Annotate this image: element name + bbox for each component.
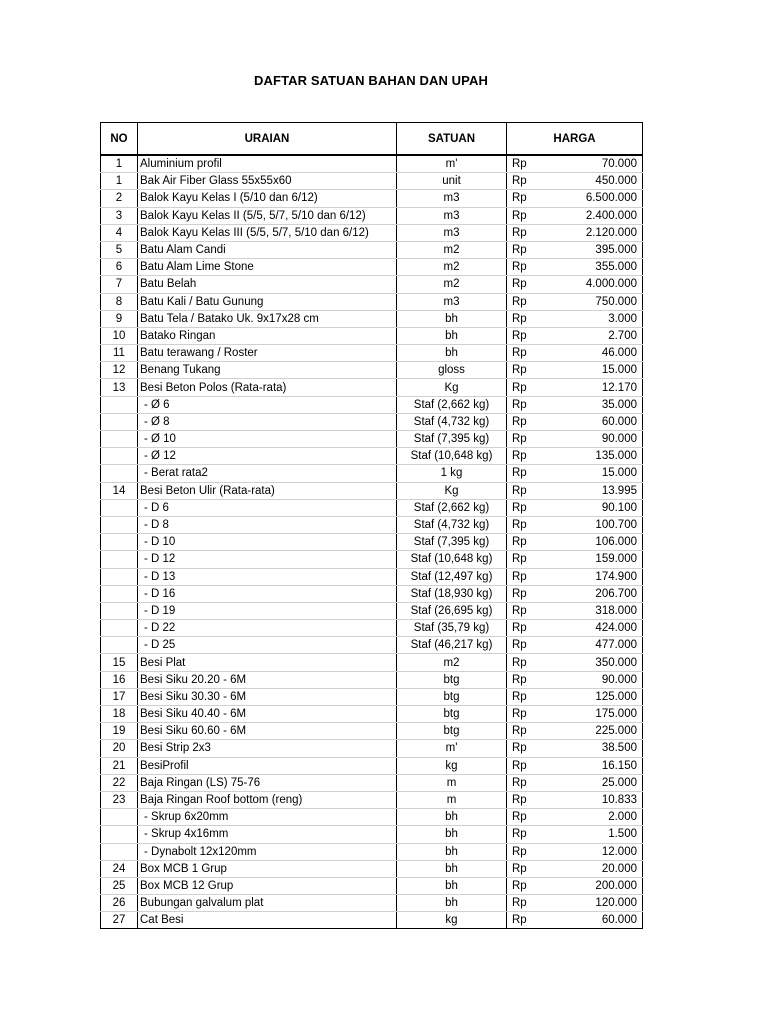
cell-harga: 174.900 (547, 568, 643, 585)
table-row (101, 482, 643, 499)
cell-currency: Rp (507, 774, 547, 791)
cell-currency: Rp (507, 809, 547, 826)
cell-uraian: - Skrup 4x16mm (138, 826, 397, 843)
cell-uraian: Besi Plat (138, 654, 397, 671)
cell-no (101, 516, 138, 533)
cell-harga: 175.000 (547, 706, 643, 723)
header-satuan: SATUAN (397, 123, 507, 156)
cell-no (101, 568, 138, 585)
cell-uraian: - D 25 (138, 637, 397, 654)
table-row (101, 912, 643, 929)
table-row (101, 396, 643, 413)
cell-currency: Rp (507, 602, 547, 619)
header-uraian: URAIAN (138, 123, 397, 156)
cell-satuan: Staf (26,695 kg) (397, 602, 507, 619)
cell-no: 3 (101, 207, 138, 224)
cell-currency: Rp (507, 310, 547, 327)
cell-no: 27 (101, 912, 138, 929)
cell-uraian: - Ø 12 (138, 448, 397, 465)
cell-harga: 106.000 (547, 534, 643, 551)
cell-no: 18 (101, 706, 138, 723)
cell-harga: 16.150 (547, 757, 643, 774)
table-row (101, 293, 643, 310)
table-body (101, 155, 643, 929)
cell-satuan: Staf (2,662 kg) (397, 499, 507, 516)
cell-currency: Rp (507, 465, 547, 482)
cell-uraian: - Skrup 6x20mm (138, 809, 397, 826)
cell-uraian: Batu Kali / Batu Gunung (138, 293, 397, 310)
cell-satuan: Staf (2,662 kg) (397, 396, 507, 413)
cell-harga: 159.000 (547, 551, 643, 568)
cell-currency: Rp (507, 499, 547, 516)
cell-uraian: BesiProfil (138, 757, 397, 774)
cell-no: 13 (101, 379, 138, 396)
cell-no: 24 (101, 860, 138, 877)
cell-currency: Rp (507, 379, 547, 396)
table-row (101, 327, 643, 344)
cell-satuan: bh (397, 327, 507, 344)
cell-harga: 10.833 (547, 791, 643, 808)
table-row (101, 259, 643, 276)
table-row (101, 379, 643, 396)
cell-no (101, 809, 138, 826)
cell-satuan: btg (397, 688, 507, 705)
cell-satuan: m3 (397, 293, 507, 310)
cell-satuan: btg (397, 671, 507, 688)
cell-satuan: btg (397, 723, 507, 740)
cell-no: 11 (101, 345, 138, 362)
cell-currency: Rp (507, 396, 547, 413)
table-row (101, 860, 643, 877)
cell-currency: Rp (507, 637, 547, 654)
cell-harga: 25.000 (547, 774, 643, 791)
cell-satuan: gloss (397, 362, 507, 379)
cell-currency: Rp (507, 723, 547, 740)
table-row (101, 241, 643, 258)
cell-harga: 38.500 (547, 740, 643, 757)
cell-uraian: Cat Besi (138, 912, 397, 929)
table-row (101, 362, 643, 379)
cell-harga: 4.000.000 (547, 276, 643, 293)
cell-harga: 60.000 (547, 912, 643, 929)
table-row (101, 791, 643, 808)
cell-no (101, 602, 138, 619)
table-row (101, 585, 643, 602)
cell-no (101, 551, 138, 568)
cell-satuan: Staf (46,217 kg) (397, 637, 507, 654)
cell-satuan: Staf (7,395 kg) (397, 431, 507, 448)
cell-satuan: bh (397, 310, 507, 327)
cell-satuan: bh (397, 877, 507, 894)
cell-no: 7 (101, 276, 138, 293)
table-row (101, 431, 643, 448)
cell-satuan: Staf (10,648 kg) (397, 448, 507, 465)
cell-satuan: m3 (397, 207, 507, 224)
cell-harga: 90.000 (547, 671, 643, 688)
cell-uraian: - Ø 10 (138, 431, 397, 448)
cell-harga: 46.000 (547, 345, 643, 362)
cell-harga: 355.000 (547, 259, 643, 276)
cell-currency: Rp (507, 190, 547, 207)
table-row (101, 516, 643, 533)
table-row (101, 809, 643, 826)
cell-no: 6 (101, 259, 138, 276)
cell-harga: 477.000 (547, 637, 643, 654)
cell-no: 23 (101, 791, 138, 808)
cell-uraian: Batu terawang / Roster (138, 345, 397, 362)
cell-harga: 424.000 (547, 620, 643, 637)
table-row (101, 534, 643, 551)
cell-uraian: Batu Tela / Batako Uk. 9x17x28 cm (138, 310, 397, 327)
cell-currency: Rp (507, 482, 547, 499)
cell-harga: 2.120.000 (547, 224, 643, 241)
table-row (101, 276, 643, 293)
cell-currency: Rp (507, 654, 547, 671)
cell-harga: 120.000 (547, 895, 643, 912)
cell-currency: Rp (507, 620, 547, 637)
table-row (101, 155, 643, 173)
cell-uraian: - D 8 (138, 516, 397, 533)
cell-no (101, 620, 138, 637)
cell-uraian: - D 22 (138, 620, 397, 637)
table-row (101, 190, 643, 207)
cell-uraian: Bubungan galvalum plat (138, 895, 397, 912)
cell-uraian: Balok Kayu Kelas I (5/10 dan 6/12) (138, 190, 397, 207)
cell-satuan: btg (397, 706, 507, 723)
cell-uraian: Batu Alam Lime Stone (138, 259, 397, 276)
cell-harga: 1.500 (547, 826, 643, 843)
cell-uraian: Besi Siku 20.20 - 6M (138, 671, 397, 688)
cell-currency: Rp (507, 757, 547, 774)
cell-uraian: Baja Ringan Roof bottom (reng) (138, 791, 397, 808)
cell-uraian: Bak Air Fiber Glass 55x55x60 (138, 173, 397, 190)
cell-satuan: bh (397, 809, 507, 826)
cell-currency: Rp (507, 207, 547, 224)
cell-harga: 15.000 (547, 465, 643, 482)
cell-uraian: - Dynabolt 12x120mm (138, 843, 397, 860)
cell-currency: Rp (507, 740, 547, 757)
table-row (101, 499, 643, 516)
cell-currency: Rp (507, 585, 547, 602)
cell-satuan: m3 (397, 190, 507, 207)
cell-uraian: Baja Ringan (LS) 75-76 (138, 774, 397, 791)
cell-currency: Rp (507, 362, 547, 379)
cell-currency: Rp (507, 843, 547, 860)
table-row (101, 688, 643, 705)
cell-harga: 350.000 (547, 654, 643, 671)
cell-satuan: bh (397, 826, 507, 843)
cell-satuan: kg (397, 757, 507, 774)
cell-uraian: Besi Siku 60.60 - 6M (138, 723, 397, 740)
cell-no (101, 534, 138, 551)
table-header (101, 123, 643, 156)
cell-harga: 200.000 (547, 877, 643, 894)
cell-uraian: - D 6 (138, 499, 397, 516)
cell-currency: Rp (507, 671, 547, 688)
cell-harga: 395.000 (547, 241, 643, 258)
cell-no: 21 (101, 757, 138, 774)
cell-currency: Rp (507, 551, 547, 568)
cell-satuan: m2 (397, 259, 507, 276)
cell-no: 19 (101, 723, 138, 740)
cell-currency: Rp (507, 912, 547, 929)
table-row (101, 224, 643, 241)
cell-satuan: m' (397, 740, 507, 757)
cell-harga: 70.000 (547, 155, 643, 173)
cell-no: 8 (101, 293, 138, 310)
cell-no: 1 (101, 173, 138, 190)
cell-satuan: kg (397, 912, 507, 929)
cell-no: 25 (101, 877, 138, 894)
price-table (100, 122, 643, 929)
cell-no: 5 (101, 241, 138, 258)
cell-no (101, 826, 138, 843)
cell-no: 15 (101, 654, 138, 671)
table-row (101, 310, 643, 327)
cell-harga: 2.400.000 (547, 207, 643, 224)
cell-no: 20 (101, 740, 138, 757)
cell-uraian: Balok Kayu Kelas III (5/5, 5/7, 5/10 dan 6/12) (138, 224, 397, 241)
cell-harga: 225.000 (547, 723, 643, 740)
cell-uraian: Box MCB 12 Grup (138, 877, 397, 894)
cell-currency: Rp (507, 413, 547, 430)
cell-uraian: - Ø 8 (138, 413, 397, 430)
table-row (101, 448, 643, 465)
table-row (101, 602, 643, 619)
cell-currency: Rp (507, 155, 547, 173)
cell-uraian: Batu Belah (138, 276, 397, 293)
cell-currency: Rp (507, 706, 547, 723)
cell-uraian: Besi Beton Polos (Rata-rata) (138, 379, 397, 396)
cell-uraian: - D 16 (138, 585, 397, 602)
cell-satuan: m' (397, 155, 507, 173)
cell-harga: 206.700 (547, 585, 643, 602)
page-title: DAFTAR SATUAN BAHAN DAN UPAH (254, 73, 488, 88)
cell-currency: Rp (507, 534, 547, 551)
cell-currency: Rp (507, 877, 547, 894)
cell-uraian: - Ø 6 (138, 396, 397, 413)
cell-harga: 35.000 (547, 396, 643, 413)
cell-currency: Rp (507, 860, 547, 877)
cell-no (101, 448, 138, 465)
cell-satuan: Staf (35,79 kg) (397, 620, 507, 637)
cell-uraian: Besi Siku 30.30 - 6M (138, 688, 397, 705)
cell-harga: 60.000 (547, 413, 643, 430)
cell-satuan: Staf (12,497 kg) (397, 568, 507, 585)
cell-no (101, 637, 138, 654)
cell-currency: Rp (507, 826, 547, 843)
cell-harga: 90.000 (547, 431, 643, 448)
table-row (101, 173, 643, 190)
cell-no (101, 585, 138, 602)
cell-satuan: Staf (18,930 kg) (397, 585, 507, 602)
cell-currency: Rp (507, 293, 547, 310)
table-row (101, 620, 643, 637)
cell-satuan: bh (397, 843, 507, 860)
table-row (101, 345, 643, 362)
cell-uraian: - Berat rata2 (138, 465, 397, 482)
cell-satuan: m (397, 774, 507, 791)
cell-currency: Rp (507, 516, 547, 533)
cell-satuan: m (397, 791, 507, 808)
cell-uraian: Aluminium profil (138, 155, 397, 173)
cell-currency: Rp (507, 241, 547, 258)
cell-currency: Rp (507, 431, 547, 448)
cell-harga: 3.000 (547, 310, 643, 327)
cell-uraian: - D 19 (138, 602, 397, 619)
cell-no: 26 (101, 895, 138, 912)
table-row (101, 654, 643, 671)
header-row (101, 123, 643, 156)
cell-no: 10 (101, 327, 138, 344)
cell-uraian: Batako Ringan (138, 327, 397, 344)
cell-satuan: m2 (397, 241, 507, 258)
table-row (101, 895, 643, 912)
cell-harga: 135.000 (547, 448, 643, 465)
cell-harga: 15.000 (547, 362, 643, 379)
cell-harga: 100.700 (547, 516, 643, 533)
cell-uraian: Balok Kayu Kelas II (5/5, 5/7, 5/10 dan 6/12) (138, 207, 397, 224)
header-harga: HARGA (507, 123, 643, 156)
table-row (101, 568, 643, 585)
table-row (101, 757, 643, 774)
cell-satuan: bh (397, 860, 507, 877)
cell-currency: Rp (507, 276, 547, 293)
table-row (101, 706, 643, 723)
cell-no (101, 499, 138, 516)
table-row (101, 671, 643, 688)
cell-currency: Rp (507, 259, 547, 276)
cell-currency: Rp (507, 568, 547, 585)
cell-harga: 318.000 (547, 602, 643, 619)
cell-uraian: Batu Alam Candi (138, 241, 397, 258)
cell-uraian: - D 12 (138, 551, 397, 568)
cell-currency: Rp (507, 895, 547, 912)
cell-uraian: - D 10 (138, 534, 397, 551)
cell-satuan: bh (397, 895, 507, 912)
cell-currency: Rp (507, 688, 547, 705)
table-row (101, 551, 643, 568)
cell-uraian: Besi Strip 2x3 (138, 740, 397, 757)
cell-no: 16 (101, 671, 138, 688)
cell-no: 17 (101, 688, 138, 705)
table-row (101, 843, 643, 860)
cell-uraian: - D 13 (138, 568, 397, 585)
cell-uraian: Benang Tukang (138, 362, 397, 379)
cell-harga: 12.170 (547, 379, 643, 396)
cell-harga: 2.700 (547, 327, 643, 344)
cell-satuan: Kg (397, 379, 507, 396)
cell-satuan: m2 (397, 276, 507, 293)
table-row (101, 207, 643, 224)
table-row (101, 877, 643, 894)
cell-harga: 6.500.000 (547, 190, 643, 207)
cell-no (101, 465, 138, 482)
cell-harga: 2.000 (547, 809, 643, 826)
cell-no (101, 396, 138, 413)
cell-uraian: Besi Siku 40.40 - 6M (138, 706, 397, 723)
cell-harga: 13.995 (547, 482, 643, 499)
cell-harga: 750.000 (547, 293, 643, 310)
cell-no: 22 (101, 774, 138, 791)
cell-satuan: m3 (397, 224, 507, 241)
cell-satuan: Staf (4,732 kg) (397, 516, 507, 533)
cell-no: 14 (101, 482, 138, 499)
header-no: NO (101, 123, 138, 156)
cell-satuan: unit (397, 173, 507, 190)
cell-harga: 20.000 (547, 860, 643, 877)
cell-satuan: 1 kg (397, 465, 507, 482)
cell-no (101, 843, 138, 860)
table-row (101, 465, 643, 482)
cell-uraian: Besi Beton Ulir (Rata-rata) (138, 482, 397, 499)
cell-harga: 125.000 (547, 688, 643, 705)
cell-harga: 450.000 (547, 173, 643, 190)
cell-no: 9 (101, 310, 138, 327)
cell-harga: 12.000 (547, 843, 643, 860)
cell-currency: Rp (507, 327, 547, 344)
cell-no: 2 (101, 190, 138, 207)
cell-satuan: Staf (10,648 kg) (397, 551, 507, 568)
cell-no (101, 413, 138, 430)
cell-currency: Rp (507, 173, 547, 190)
table-row (101, 723, 643, 740)
cell-no (101, 431, 138, 448)
cell-no: 1 (101, 155, 138, 173)
cell-no: 12 (101, 362, 138, 379)
cell-currency: Rp (507, 448, 547, 465)
cell-currency: Rp (507, 791, 547, 808)
cell-harga: 90.100 (547, 499, 643, 516)
table-row (101, 740, 643, 757)
cell-currency: Rp (507, 345, 547, 362)
table-row (101, 637, 643, 654)
cell-satuan: bh (397, 345, 507, 362)
table-row (101, 826, 643, 843)
table-row (101, 413, 643, 430)
cell-satuan: Staf (7,395 kg) (397, 534, 507, 551)
cell-satuan: Kg (397, 482, 507, 499)
cell-satuan: Staf (4,732 kg) (397, 413, 507, 430)
cell-satuan: m2 (397, 654, 507, 671)
table-row (101, 774, 643, 791)
cell-currency: Rp (507, 224, 547, 241)
cell-uraian: Box MCB 1 Grup (138, 860, 397, 877)
cell-no: 4 (101, 224, 138, 241)
